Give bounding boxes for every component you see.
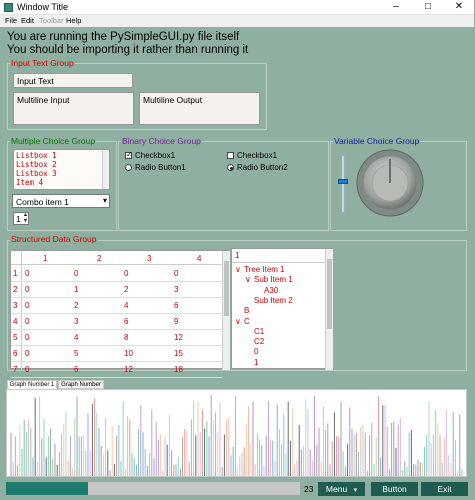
close-button[interactable] — [443, 0, 475, 15]
list-item[interactable]: Listbox 2 — [16, 160, 57, 169]
tree-view[interactable] — [231, 248, 333, 369]
chevron-down-icon[interactable]: ∨ — [235, 265, 241, 274]
table-cell[interactable]: 12 — [174, 333, 183, 342]
variable-choice-group-title: Variable Choice Group — [334, 136, 420, 146]
multiline-input[interactable]: Multiline Input — [13, 92, 134, 125]
minimize-icon: – — [393, 1, 399, 12]
table-cell[interactable]: 18 — [174, 365, 183, 374]
vertical-slider-track[interactable] — [341, 155, 345, 213]
tree-item[interactable] — [235, 306, 249, 315]
table-cell[interactable]: 3 — [174, 285, 179, 294]
table-cell[interactable]: 4 — [74, 333, 79, 342]
multiple-choice-group-title: Multiple Choice Group — [11, 136, 96, 146]
table-cell[interactable]: 0 — [74, 269, 79, 278]
tree-item[interactable] — [245, 337, 264, 346]
table-cell[interactable]: 3 — [74, 317, 79, 326]
table-cell[interactable]: 0 — [25, 269, 30, 278]
tab-graph-number-2[interactable]: Graph Number — [58, 380, 104, 389]
tree-item-label: C1 — [254, 326, 265, 336]
column-header[interactable]: 3 — [147, 254, 152, 263]
tree-item-label: Sub Item 2 — [254, 295, 293, 305]
input-text-field[interactable]: Input Text — [13, 73, 133, 88]
progress-value: 23 — [304, 484, 314, 494]
header-line-1: You are running the PySimpleGUI.py file itself — [7, 31, 240, 43]
app-icon — [4, 3, 13, 12]
row-divider — [11, 313, 222, 314]
chevron-down-icon: ▾ — [102, 196, 107, 205]
table-cell[interactable]: 4 — [124, 301, 129, 310]
table-cell[interactable]: 6 — [174, 301, 179, 310]
list-item[interactable]: Item 4 — [16, 178, 44, 187]
combo-value: Combo item 1 — [16, 197, 69, 207]
minimize-button[interactable] — [380, 0, 412, 15]
data-table[interactable] — [10, 250, 229, 374]
table-cell[interactable]: 10 — [124, 349, 133, 358]
chevron-down-icon[interactable]: ∨ — [235, 316, 241, 326]
tree-header-label: 1 — [235, 251, 240, 260]
row-header: 6 — [13, 349, 18, 358]
table-cell[interactable]: 9 — [174, 317, 179, 326]
combo-box[interactable] — [12, 194, 110, 208]
row-header: 3 — [13, 301, 18, 310]
tab-graph-number-1[interactable]: Graph Number 1 — [7, 380, 57, 389]
tree-item[interactable] — [235, 317, 250, 326]
spin-up-icon[interactable]: ▲ — [23, 212, 28, 218]
row-divider — [11, 345, 222, 346]
multiline-output[interactable]: Multiline Output — [139, 92, 260, 125]
radio-button-2-label: Radio Button2 — [237, 163, 288, 172]
table-cell[interactable]: 0 — [25, 333, 30, 342]
column-header[interactable]: 1 — [43, 254, 48, 263]
tree-item[interactable] — [245, 327, 264, 336]
radio-unselected-icon[interactable] — [125, 164, 132, 171]
row-header: 1 — [13, 269, 18, 278]
row-divider — [11, 361, 222, 362]
tree-item-label: 0 — [254, 347, 259, 357]
chevron-down-icon: ▾ — [353, 487, 358, 494]
column-header[interactable]: 4 — [197, 254, 202, 263]
tree-scrollbar-thumb[interactable] — [327, 259, 332, 329]
tree-item[interactable] — [255, 286, 278, 295]
tree-item-label: 1 — [254, 357, 259, 367]
spin-value: 1 — [16, 214, 21, 224]
list-item[interactable]: Listbox 3 — [16, 169, 57, 178]
table-cell[interactable]: 6 — [124, 317, 129, 326]
header-line-2: You should be importing it rather than running it — [7, 44, 249, 56]
progress-bar — [6, 482, 300, 495]
tree-item[interactable] — [245, 358, 258, 367]
row-divider — [11, 377, 222, 378]
radio-button-2[interactable] — [227, 163, 288, 172]
menu-button[interactable] — [318, 482, 365, 496]
tree-item[interactable] — [245, 347, 258, 356]
table-cell[interactable]: 0 — [25, 317, 30, 326]
row-divider — [11, 329, 222, 330]
checkbox1-left-label: Checkbox1 — [135, 151, 176, 160]
row-divider — [11, 297, 222, 298]
table-cell[interactable]: 8 — [124, 333, 129, 342]
row-header-divider — [21, 251, 22, 370]
row-header: 4 — [13, 317, 18, 326]
column-header[interactable]: 2 — [97, 254, 102, 263]
table-cell[interactable]: 12 — [124, 365, 133, 374]
table-cell[interactable]: 0 — [25, 365, 30, 374]
row-header: 5 — [13, 333, 18, 342]
table-cell[interactable]: 1 — [74, 285, 79, 294]
menu-bar — [0, 15, 474, 27]
table-scrollbar[interactable] — [222, 251, 230, 370]
maximize-button[interactable] — [412, 0, 444, 15]
maximize-icon: □ — [424, 1, 432, 12]
checkbox1-right[interactable] — [227, 151, 277, 160]
table-cell[interactable]: 0 — [25, 301, 30, 310]
dial-knob[interactable] — [355, 148, 425, 218]
listbox-scrollbar[interactable] — [102, 150, 109, 189]
radio-button-1[interactable] — [125, 163, 186, 172]
graph-canvas[interactable] — [7, 390, 466, 476]
menu-help[interactable]: Help — [66, 16, 82, 25]
radio-button-1-label: Radio Button1 — [135, 163, 186, 172]
tree-item[interactable] — [245, 296, 293, 305]
menu-toolbar[interactable]: Toolbar — [39, 16, 64, 25]
row-divider — [11, 281, 222, 282]
menu-file[interactable]: File — [5, 16, 18, 25]
progress-bar-fill — [6, 482, 88, 495]
table-cell[interactable]: 5 — [74, 349, 79, 358]
menu-button-label: Menu — [325, 484, 348, 494]
table-cell[interactable]: 15 — [174, 349, 183, 358]
table-cell[interactable]: 0 — [174, 269, 179, 278]
menu-edit[interactable]: Edit — [21, 16, 34, 25]
chevron-down-icon[interactable]: ∨ — [245, 275, 251, 285]
table-cell[interactable]: 2 — [74, 301, 79, 310]
table-cell[interactable]: 2 — [124, 285, 129, 294]
row-header: 7 — [13, 365, 18, 374]
table-cell[interactable]: 0 — [25, 349, 30, 358]
button-button[interactable]: Button — [371, 482, 418, 496]
table-cell[interactable]: 0 — [25, 285, 30, 294]
window-title: Window Title — [17, 2, 69, 12]
table-scrollbar-thumb[interactable] — [224, 261, 229, 316]
table-cell[interactable]: 0 — [124, 269, 129, 278]
list-item[interactable]: Listbox 1 — [16, 151, 57, 160]
spin-down-icon[interactable]: ▼ — [23, 218, 28, 224]
tree-item[interactable] — [245, 275, 293, 284]
checkbox1-left[interactable] — [125, 151, 175, 160]
radio-selected-icon[interactable] — [227, 164, 234, 171]
tree-header — [232, 249, 325, 263]
checkbox1-right-label: Checkbox1 — [237, 151, 278, 160]
checkbox-unchecked-icon[interactable] — [227, 152, 234, 159]
tree-item[interactable] — [235, 265, 285, 274]
row-header: 2 — [13, 285, 18, 294]
binary-choice-group-title: Binary Choice Group — [122, 136, 201, 146]
checkbox-checked-icon[interactable] — [125, 152, 132, 159]
tree-item-label: Tree Item 1 — [244, 265, 285, 274]
input-text-group-title: Input Text Group — [11, 58, 74, 68]
tree-item-label: B — [244, 306, 250, 316]
table-cell[interactable]: 6 — [74, 365, 79, 374]
close-icon: ✕ — [454, 1, 464, 12]
listbox[interactable] — [13, 149, 110, 190]
graph-panel — [6, 389, 467, 477]
tree-item-label: C — [244, 316, 250, 326]
slider-thumb[interactable] — [338, 179, 348, 184]
exit-button[interactable]: Exit — [421, 482, 468, 496]
spin-box[interactable] — [13, 212, 29, 225]
title-bar — [0, 0, 474, 15]
tree-item-label: C2 — [254, 337, 265, 347]
tree-scrollbar[interactable] — [325, 249, 333, 370]
tree-item-label: Sub Item 1 — [254, 275, 293, 285]
structured-data-group-title: Structured Data Group — [11, 234, 97, 244]
tree-item-label: A30 — [264, 285, 279, 295]
